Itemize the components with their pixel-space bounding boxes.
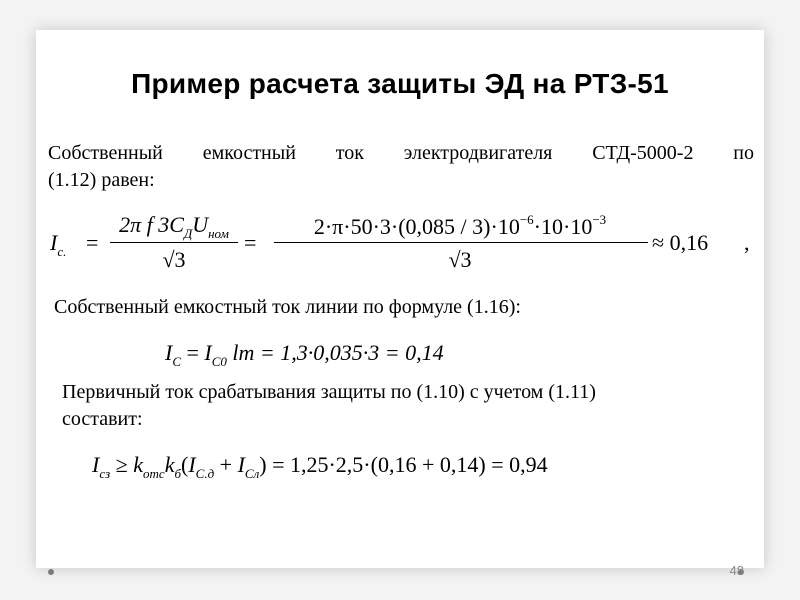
paragraph-motor-current: Собственный емкостный ток электродвигателя СТД-5000-2 по [48, 142, 754, 164]
bullet-left-dot [48, 569, 54, 575]
paragraph-pickup-current-cont: составит: [62, 408, 143, 430]
eq1-comma: , [744, 230, 750, 255]
eq1-numerator-1: 2π f $3C_ДU_{ном}$ [119, 212, 229, 241]
page-number: 48 [729, 563, 744, 578]
eq1-denominator-2: √3 [448, 247, 472, 272]
eq1-result: ≈ 0,16 [652, 230, 709, 255]
paragraph-pickup-current: Первичный ток срабатывания защиты по (1.10) с учетом (1.11) [62, 381, 596, 403]
eq1-equals-2: = [244, 230, 257, 255]
eq1-fraction-bar-1 [110, 242, 238, 243]
eq1-lhs: I [50, 230, 58, 255]
eq1-lhs-sub: с. [57, 244, 67, 259]
eq1-equals: = [86, 230, 99, 255]
paragraph-line-current: Собственный емкостный ток линии по формуле (1.16): [54, 296, 521, 318]
equation-line-current: $I_C = I_{C0}$ lm = 1,3·0,035·3 = 0,14 [165, 340, 444, 369]
eq1-numerator-2: $2\cdot\pi\cdot 50\cdot 3\cdot(0,085 / 3)\cdot 10^{-6}\cdot 10\cdot 10^{-3}$ [313, 212, 607, 239]
slide-title: Пример расчета защиты ЭД на РТЗ-51 [131, 68, 669, 99]
equation-pickup-current: $I_{cз} \ge k_{отс}k_б(I_{С.д} + I_{Сл}) = 1,25\cdot 2,5\cdot(0,16 + 0,14) = 0,94$ [92, 452, 548, 481]
eq1-denominator-1: √3 [162, 247, 186, 272]
paragraph-motor-current-cont: (1.12) равен: [48, 169, 155, 191]
eq1-fraction-bar-2 [274, 242, 648, 243]
